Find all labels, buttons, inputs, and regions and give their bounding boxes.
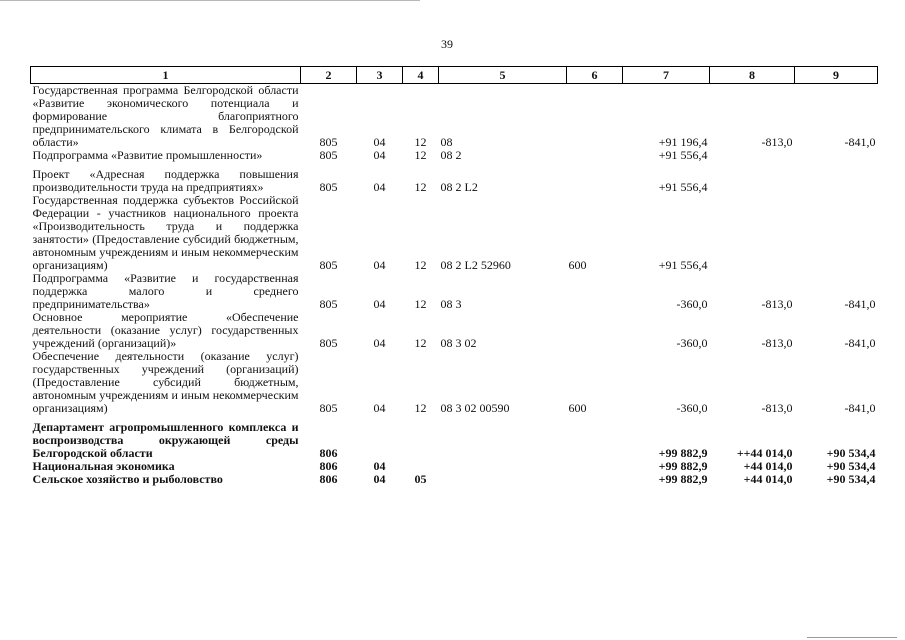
cell-section: 04 [373, 401, 386, 415]
cell-amount-3: -841,0 [844, 336, 876, 350]
col-header-6: 6 [567, 67, 623, 84]
cell-target-article: 08 3 [440, 297, 462, 311]
table-row [31, 162, 878, 194]
cell-amount-2 [710, 194, 795, 272]
cell-amount-1: +91 556,4 [658, 180, 708, 194]
table-body [31, 84, 878, 487]
cell-code: 805 [319, 336, 338, 350]
cell-code: 806 [319, 459, 338, 473]
cell-target-article [439, 415, 567, 460]
cell-expense-type: 600 [568, 401, 587, 415]
cell-amount-3: +90 534,4 [826, 459, 876, 473]
cell-amount-1: -360,0 [676, 401, 708, 415]
table-row [31, 415, 878, 460]
cell-section: 04 [373, 336, 386, 350]
cell-code: 805 [319, 180, 338, 194]
cell-subsection: 12 [414, 258, 427, 272]
cell-code: 805 [319, 258, 338, 272]
cell-amount-2: -813,0 [761, 297, 793, 311]
cell-code: 805 [319, 401, 338, 415]
row-name: Подпрограмма «Развитие промышленности» [32, 148, 263, 162]
cell-expense-type: 600 [568, 258, 587, 272]
cell-subsection: 12 [414, 401, 427, 415]
row-name: Сельское хозяйство и рыболовство [32, 472, 223, 486]
budget-table [30, 66, 878, 486]
cell-expense-type [567, 415, 623, 460]
table-row [31, 272, 878, 311]
row-name: Национальная экономика [32, 459, 175, 473]
cell-amount-3: -841,0 [844, 297, 876, 311]
cell-amount-1: +91 556,4 [658, 148, 708, 162]
cell-section [357, 415, 403, 460]
cell-amount-2: +44 014,0 [743, 472, 793, 486]
cell-target-article: 08 3 02 [440, 336, 477, 350]
table-row [31, 350, 878, 415]
cell-amount-3: -841,0 [844, 401, 876, 415]
cell-expense-type [567, 460, 623, 473]
cell-subsection: 12 [414, 297, 427, 311]
cell-code: 805 [319, 135, 338, 149]
cell-target-article: 08 2 [440, 148, 462, 162]
col-header-4: 4 [403, 67, 439, 84]
cell-subsection: 12 [414, 135, 427, 149]
cell-target-article [439, 473, 567, 486]
header-row [31, 67, 878, 84]
cell-amount-3: +90 534,4 [826, 472, 876, 486]
cell-amount-2: +44 014,0 [743, 459, 793, 473]
cell-target-article: 08 2 L2 52960 [440, 258, 511, 272]
table-row [31, 473, 878, 486]
cell-amount-3: +90 534,4 [826, 446, 876, 460]
cell-amount-1: +99 882,9 [658, 446, 708, 460]
row-name: Проект «Адресная поддержка повышения производительности труда на предприятиях» [32, 167, 299, 194]
cell-amount-2 [710, 149, 795, 162]
cell-target-article: 08 [440, 135, 453, 149]
cell-section: 04 [373, 297, 386, 311]
cell-subsection: 12 [414, 180, 427, 194]
cell-amount-2 [710, 162, 795, 194]
cell-amount-2: -813,0 [761, 401, 793, 415]
cell-section: 04 [373, 180, 386, 194]
cell-section: 04 [373, 135, 386, 149]
col-header-7: 7 [623, 67, 710, 84]
cell-section: 04 [373, 258, 386, 272]
table-row [31, 194, 878, 272]
cell-amount-2: -813,0 [761, 336, 793, 350]
cell-section: 04 [373, 472, 386, 486]
cell-expense-type [567, 149, 623, 162]
col-header-5: 5 [439, 67, 567, 84]
cell-amount-3: -841,0 [844, 135, 876, 149]
cell-subsection: 12 [414, 336, 427, 350]
cell-section: 04 [373, 148, 386, 162]
top-scan-rule [0, 0, 420, 1]
cell-amount-2: ++44 014,0 [736, 446, 793, 460]
scan-corner-mark [807, 637, 897, 638]
cell-expense-type [567, 162, 623, 194]
cell-code: 806 [319, 446, 338, 460]
cell-code: 805 [319, 297, 338, 311]
cell-amount-1: -360,0 [676, 297, 708, 311]
cell-amount-1: -360,0 [676, 336, 708, 350]
cell-amount-2: -813,0 [761, 135, 793, 149]
row-name: Обеспечение деятельности (оказание услуг) государственных учреждений (организаций) (Предоставление субсидий бюджетным, автономным учреждениям и иным некоммерческим организациям) [32, 349, 299, 415]
cell-subsection [403, 415, 439, 460]
col-header-1: 1 [31, 67, 301, 84]
cell-amount-1: +91 556,4 [658, 258, 708, 272]
cell-amount-3 [795, 194, 878, 272]
row-name: Основное мероприятие «Обеспечение деятельности (оказание услуг) государственных учреждений (организаций)» [32, 310, 299, 350]
col-header-2: 2 [301, 67, 357, 84]
cell-amount-1: +91 196,4 [658, 135, 708, 149]
cell-target-article [439, 460, 567, 473]
cell-target-article: 08 3 02 00590 [440, 401, 510, 415]
cell-amount-3 [795, 162, 878, 194]
col-header-3: 3 [357, 67, 403, 84]
row-name: Подпрограмма «Развитие и государственная поддержка малого и среднего предпринимательства» [32, 271, 299, 311]
cell-amount-1: +99 882,9 [658, 472, 708, 486]
cell-section: 04 [373, 459, 386, 473]
cell-amount-1: +99 882,9 [658, 459, 708, 473]
table-row [31, 311, 878, 350]
cell-expense-type [567, 311, 623, 350]
cell-code: 806 [319, 472, 338, 486]
row-name: Государственная программа Белгородской области «Развитие экономического потенциала и формирование благоприятного предпринимательского климата в Белгородской области» [32, 83, 299, 149]
cell-expense-type [567, 473, 623, 486]
cell-expense-type [567, 272, 623, 311]
row-name: Департамент агропромышленного комплекса и воспроизводства окружающей среды Белгородской области [32, 420, 299, 460]
col-header-8: 8 [710, 67, 795, 84]
table-row [31, 149, 878, 162]
cell-subsection: 05 [414, 472, 427, 486]
cell-target-article: 08 2 L2 [440, 180, 478, 194]
page-number: 39 [441, 37, 453, 51]
row-name: Государственная поддержка субъектов Российской Федерации - участников национального проекта «Производительность труда и поддержка занятости» (Предоставление субсидий бюджетным, автономным учреждениям и иным некоммерческим организациям) [32, 193, 299, 272]
col-header-9: 9 [795, 67, 878, 84]
cell-code: 805 [319, 148, 338, 162]
cell-amount-3 [795, 149, 878, 162]
table-row [31, 84, 878, 150]
cell-subsection: 12 [414, 148, 427, 162]
cell-expense-type [567, 84, 623, 150]
